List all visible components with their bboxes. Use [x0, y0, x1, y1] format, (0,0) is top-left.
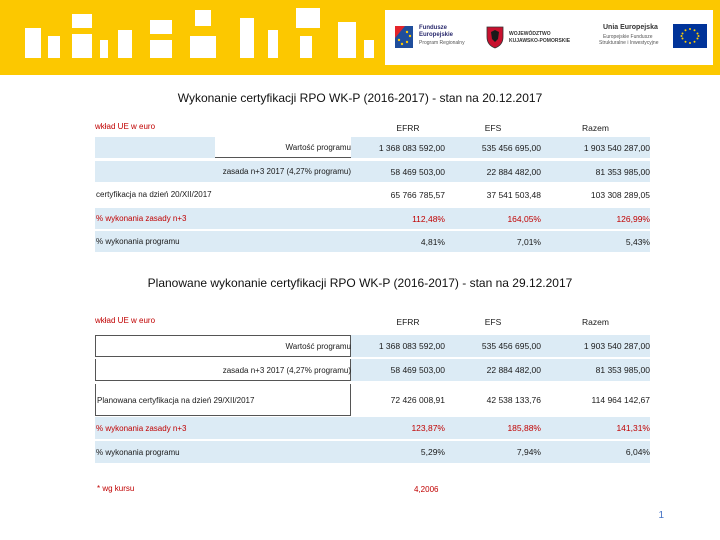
cell-efs: 535 456 695,00: [481, 341, 541, 351]
cell-efrr: 58 469 503,00: [390, 365, 445, 375]
cell-razem: 81 353 985,00: [595, 166, 650, 177]
currency-note: wkład UE w euro: [95, 316, 156, 325]
cell-efrr: 112,48%: [412, 213, 445, 224]
cell-razem: 1 903 540 287,00: [583, 142, 650, 153]
table-row: [95, 334, 650, 358]
cell-razem: 1 903 540 287,00: [583, 341, 650, 351]
logo-text: WOJEWÓDZTWO: [509, 31, 551, 37]
cell-efrr: 5,29%: [420, 447, 445, 457]
cell-efs: 7,01%: [516, 236, 541, 247]
row-label: % wykonania programu: [96, 448, 180, 457]
decor-block: [195, 10, 211, 26]
logo-text: Europejskie: [419, 32, 454, 38]
cell-efrr: 65 766 785,57: [390, 189, 445, 200]
row-label: % wykonania programu: [96, 237, 180, 246]
cell-efs: 22 884 482,00: [486, 166, 541, 177]
table-row: [95, 207, 650, 230]
cell-razem: 81 353 985,00: [595, 365, 650, 375]
cell-razem: 141,31%: [616, 423, 650, 433]
fundusze-europejskie-logo: [389, 10, 474, 65]
row-label: Planowana certyfikacja na dzień 29/XII/2017: [97, 396, 255, 405]
row-label: Wartość programu: [285, 342, 351, 351]
unia-europejska-logo: [593, 10, 711, 65]
table-header-row: [95, 314, 650, 330]
decor-block: [240, 18, 254, 58]
row-label: zasada n+3 2017 (4,27% programu): [222, 167, 351, 176]
cell-razem: 114 964 142,67: [591, 395, 650, 405]
logo-subtext: Strukturalne i Inwestycyjne: [599, 40, 659, 46]
cell-efs: 22 884 482,00: [486, 365, 541, 375]
decor-block: [190, 36, 216, 58]
logo-strip: [385, 10, 713, 65]
decor-block: [268, 30, 278, 58]
row-label: Wartość programu: [285, 143, 351, 152]
fe-star-icon: [391, 22, 417, 52]
cell-efs: 42 538 133,76: [486, 395, 541, 405]
page-number: 1: [658, 510, 664, 521]
decor-block: [48, 36, 60, 58]
exchange-rate-label: * wg kursu: [97, 484, 135, 493]
cell-efs: 535 456 695,00: [481, 142, 541, 153]
column-header-efs: EFS: [484, 123, 502, 133]
cell-efrr: 58 469 503,00: [390, 166, 445, 177]
column-header-efs: EFS: [484, 317, 502, 327]
cell-efrr: 123,87%: [411, 423, 445, 433]
row-label: zasada n+3 2017 (4,27% programu): [222, 366, 351, 375]
certification-table-actual: [95, 118, 650, 248]
cell-efs: 7,94%: [516, 447, 541, 457]
decor-block: [296, 8, 320, 28]
decor-block: [150, 40, 172, 58]
table-row: [95, 358, 650, 382]
decor-block: [118, 30, 132, 58]
cell-efrr: 1 368 083 592,00: [378, 341, 445, 351]
column-header-razem: Razem: [582, 123, 609, 133]
table-row: [95, 230, 650, 253]
decor-block: [338, 22, 356, 58]
exchange-rate-value: 4,2006: [414, 485, 439, 494]
decor-block: [100, 40, 108, 58]
logo-subtext: Program Regionalny: [419, 40, 465, 46]
column-header-efrr: EFRR: [396, 317, 420, 327]
certification-table-planned: [95, 312, 650, 472]
wojewodztwo-logo: [483, 10, 578, 65]
logo-subtext: Europejskie Fundusze: [603, 34, 653, 40]
eu-flag-icon: [673, 24, 707, 48]
table-row: [95, 384, 650, 416]
cell-razem: 5,43%: [625, 236, 650, 247]
row-label: % wykonania zasady n+3: [96, 214, 187, 223]
cell-efs: 37 541 503,48: [486, 189, 541, 200]
currency-note: wkład UE w euro: [95, 122, 156, 131]
column-header-razem: Razem: [582, 317, 609, 327]
table-row: [95, 416, 650, 440]
table-header-row: [95, 120, 650, 136]
table-row: [95, 160, 650, 183]
cell-razem: 6,04%: [625, 447, 650, 457]
section1-title: Wykonanie certyfikacji RPO WK-P (2016-2017) - stan na 20.12.2017: [177, 91, 543, 105]
cell-efrr: 1 368 083 592,00: [378, 142, 445, 153]
decor-block: [150, 20, 172, 34]
decor-block: [364, 40, 374, 58]
coat-of-arms-icon: [485, 25, 505, 49]
cell-razem: 126,99%: [616, 213, 650, 224]
cell-efs: 164,05%: [507, 213, 541, 224]
column-header-efrr: EFRR: [396, 123, 420, 133]
logo-text: Fundusze: [419, 25, 447, 31]
decor-block: [25, 28, 41, 58]
table-row: [95, 440, 650, 464]
header-banner: [0, 0, 720, 75]
logo-text: KUJAWSKO-POMORSKIE: [509, 38, 571, 44]
decor-block: [72, 34, 92, 58]
decor-block: [300, 36, 312, 58]
row-label: certyfikacja na dzień 20/XII/2017: [96, 190, 212, 199]
cell-efs: 185,88%: [507, 423, 541, 433]
section2-title: Planowane wykonanie certyfikacji RPO WK-P (2016-2017) - stan na 29.12.2017: [147, 276, 573, 290]
decor-block: [72, 14, 92, 28]
table-row: [95, 136, 650, 159]
logo-text: Unia Europejska: [603, 24, 658, 31]
cell-razem: 103 308 289,05: [590, 189, 650, 200]
row-label: % wykonania zasady n+3: [96, 424, 187, 433]
cell-efrr: 4,81%: [420, 236, 445, 247]
table-row: [95, 183, 650, 206]
cell-efrr: 72 426 008,91: [390, 395, 445, 405]
